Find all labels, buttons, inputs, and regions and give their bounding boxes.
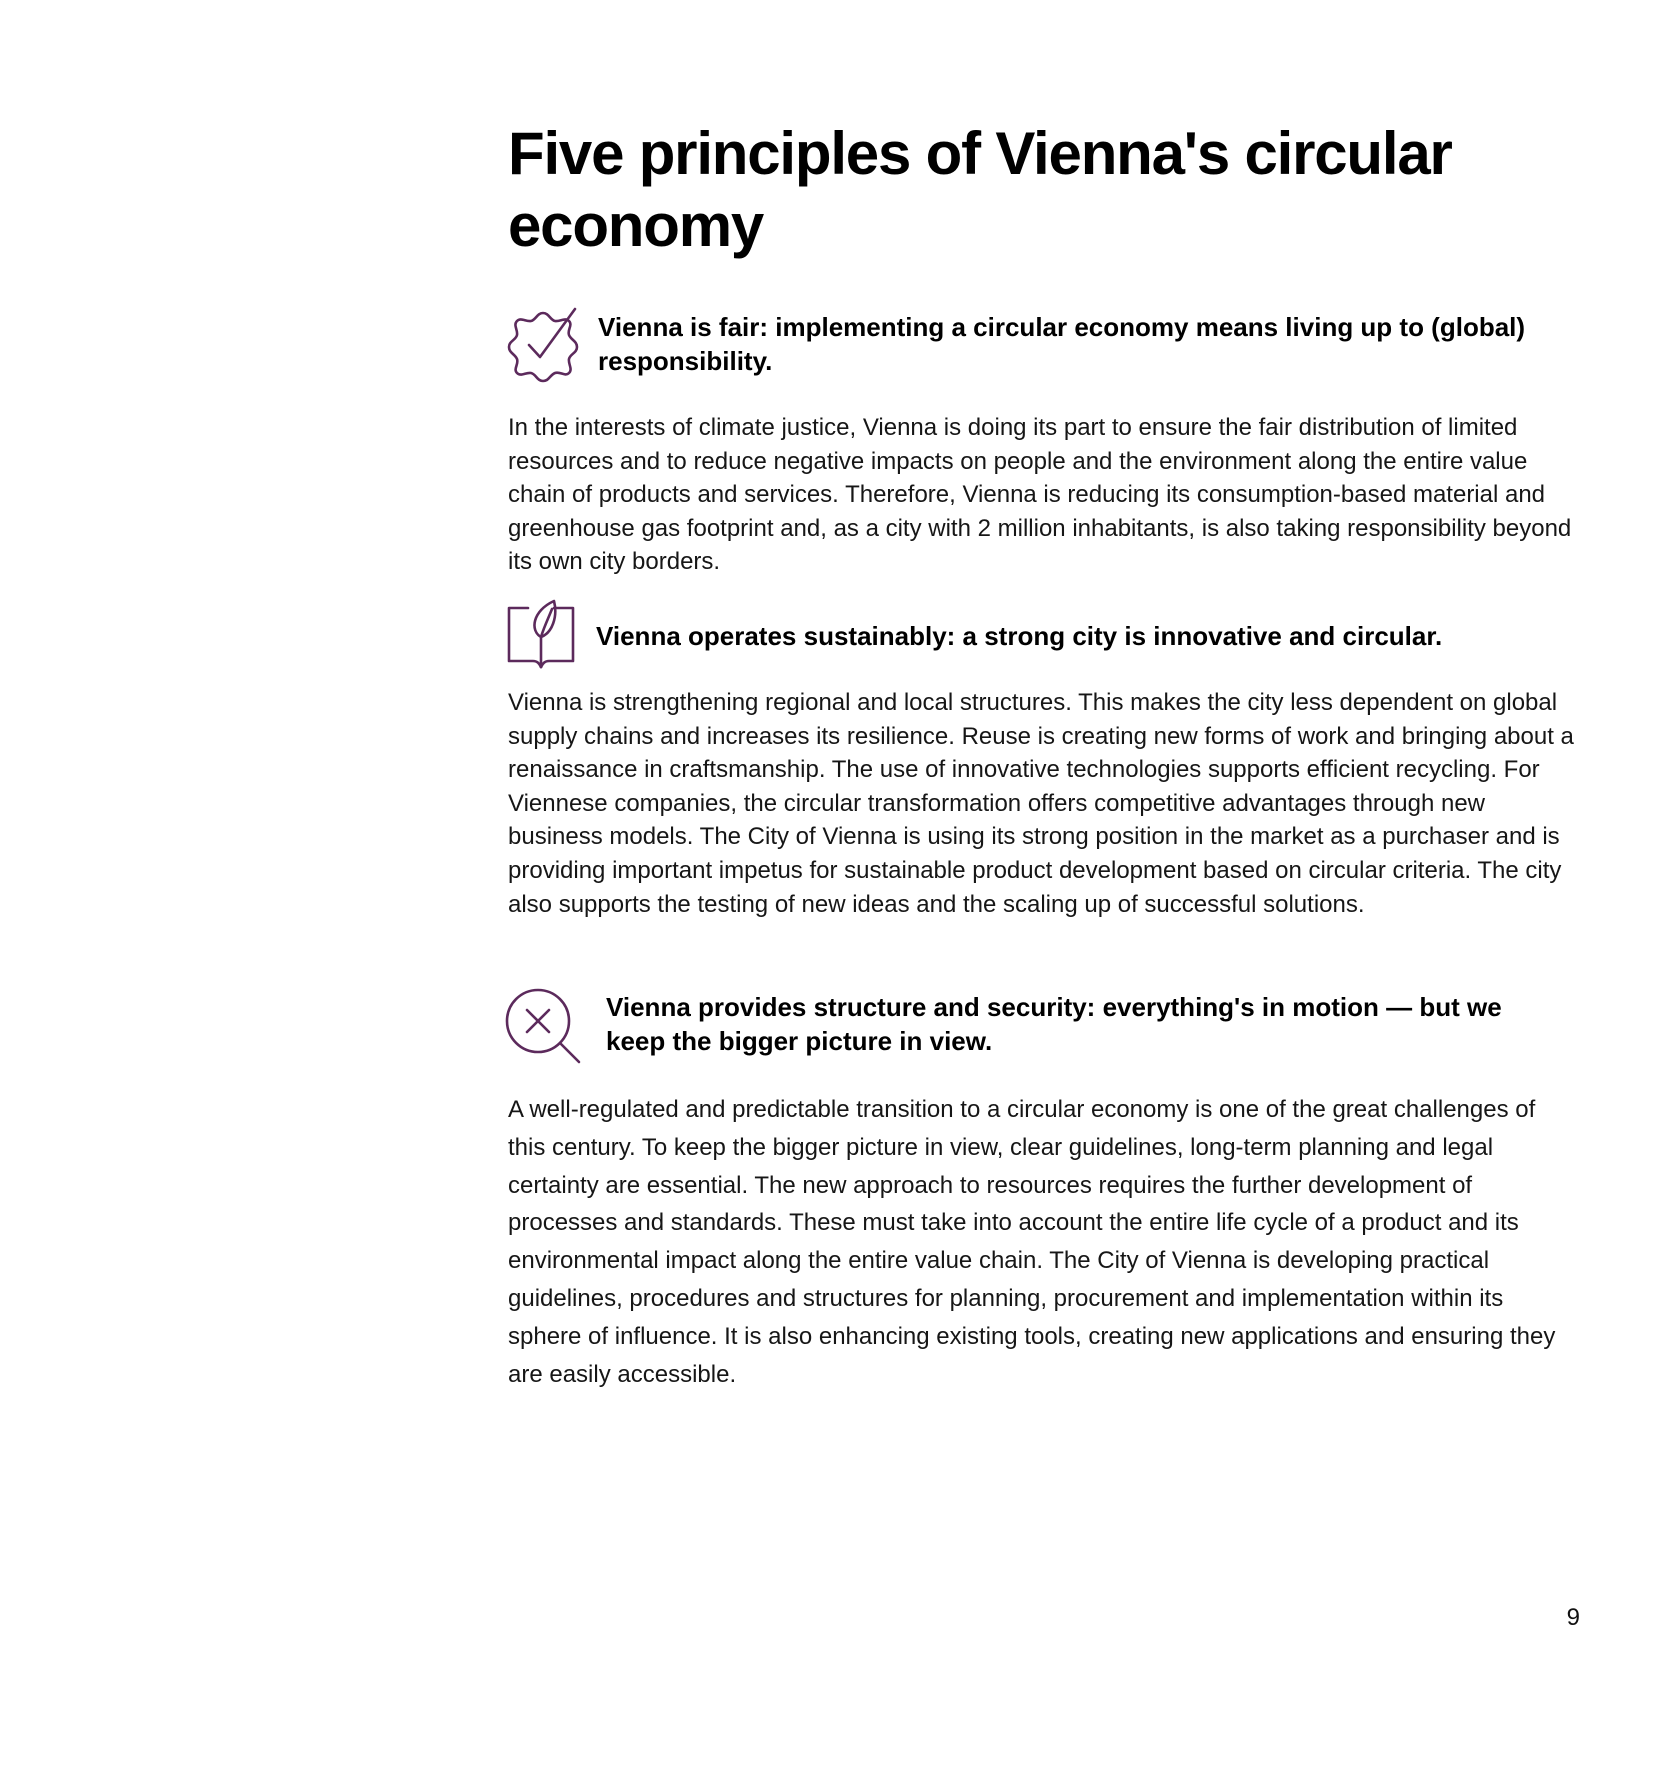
- book-leaf-icon: [504, 597, 580, 673]
- page-title: Five principles of Vienna's circular economy: [508, 120, 1452, 259]
- principle-body: A well-regulated and predictable transition to a circular economy is one of the great challenges of this century. To keep the bigger picture in view, clear guidelines, long-term planning and legal certainty are essential. The new approach to resources requires the further development of processes and standards. These must take into account the entire life cycle of a product and its environmental impact along the entire value chain. The City of Vienna is developing practical guidelines, procedures and structures for planning, procurement and implementation within its sphere of influence. It is also enhancing existing tools, creating new applications and ensuring they are easily accessible.: [508, 1096, 1556, 1388]
- page-number: 9: [1566, 1604, 1580, 1631]
- principle-body: Vienna is strengthening regional and local structures. This makes the city less dependent on global supply chains and increases its resilience. Reuse is creating new forms of work and bringing about a renaissance in craftsmanship. The use of innovative technologies supports efficient recycling. For Viennese companies, the circular transformation offers competitive advantages through new business models. The City of Vienna is using its strong position in the market as a purchaser and is providing important impetus for sustainable product development based on circular criteria. The city also supports the testing of new ideas and the scaling up of successful solutions.: [508, 689, 1574, 918]
- principle-heading: Vienna operates sustainably: a strong city is innovative and circular.: [596, 621, 1443, 651]
- search-x-icon: [505, 988, 581, 1064]
- badge-check-icon: [505, 307, 581, 383]
- principle-body: In the interests of climate justice, Vienna is doing its part to ensure the fair distribution of limited resources and to reduce negative impacts on people and the environment along the entire value chain of products and services. Therefore, Vienna is reducing its consumption-based material and greenhouse gas footprint and, as a city with 2 million inhabitants, is also taking responsibility beyond its own city borders.: [508, 414, 1572, 576]
- principle-heading: Vienna provides structure and security: everything's in motion — but we keep the bigger picture in view.: [606, 992, 1502, 1056]
- principle-heading: Vienna is fair: implementing a circular economy means living up to (global) responsibility.: [598, 312, 1526, 376]
